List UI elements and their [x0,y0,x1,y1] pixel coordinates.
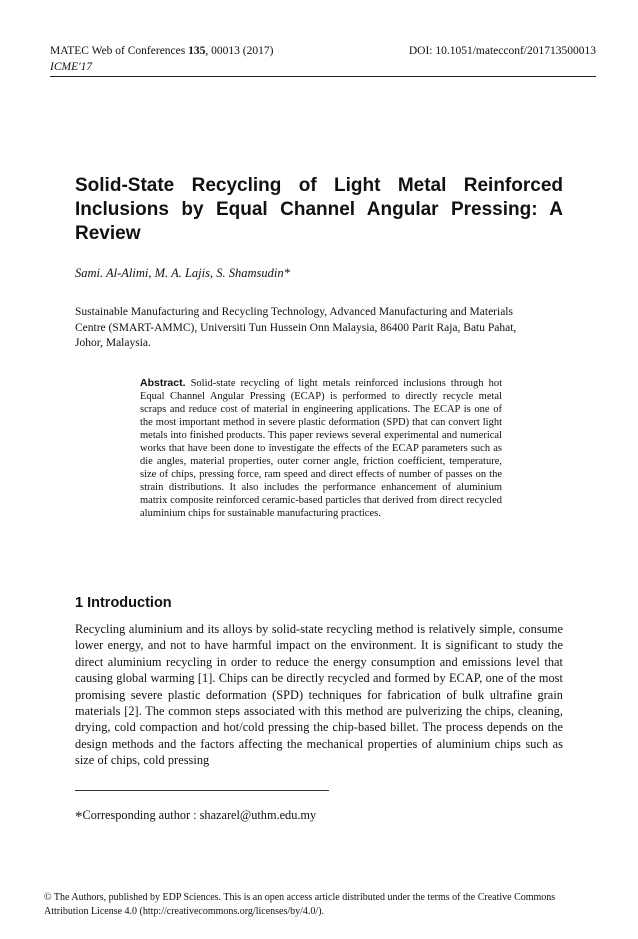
section-heading: 1 Introduction [75,595,172,611]
abstract-text: Solid-state recycling of light metals reinforced inclusions through hot Equal Channel Angular Pressing (ECAP) is performed to directly recycle metal scraps and reduce cost of material in engineering applications. The ECAP is one of the most important method in severe plastic deformation (SPD) that can convert light metals into finished products. This paper reviews several experimental and numerical works that have been done to investigate the effects of the ECAP parameters such as die angles, material properties, outer corner angle, friction coefficient, temperature, size of chips, pressing force, ram speed and direct effects of number of passes on the strain distributions. It also includes the performance enhancement of aluminium matrix composite reinforced ceramic-based particles that derived from direct recycled aluminium chips for sustainable manufacturing practices. [140,378,503,519]
paper-title: Solid-State Recycling of Light Metal Reinforced Inclusions by Equal Channel Angular Pressing: A Review [75,175,563,244]
footnote-text: Corresponding author : shazarel@uthm.edu.my [82,808,317,822]
footnote [75,808,316,826]
volume-number: 135 [188,45,206,57]
header-row [50,43,596,59]
article-number: , 00013 (2017) [205,45,274,57]
header-rule [50,76,596,77]
footnote-rule [75,790,329,791]
conference-name: ICME'17 [50,61,93,73]
footnote-marker: * [75,809,83,825]
abstract-label: Abstract. [140,377,186,389]
author-list: Sami. Al-Alimi, M. A. Lajis, S. Shamsudin* [75,266,290,280]
license-notice: © The Authors, published by EDP Sciences. This is an open access article distributed under the terms of the Creative Commons Attribution License 4.0 (http://creativecommons.org/licenses/by/4.0/). [44,892,556,917]
doi: DOI: 10.1051/matecconf/201713500013 [408,45,596,57]
journal-name: MATEC Web of Conferences [50,45,189,57]
abstract [140,377,502,520]
affiliation: Sustainable Manufacturing and Recycling Technology, Advanced Manufacturing and Materials Centre (SMART-AMMC), Universiti Tun Hussein Onn Malaysia, 86400 Parit Raja, Batu Pahat, Johor, Malaysia. [75,306,517,349]
page-header [50,43,596,75]
intro-paragraph: Recycling aluminium and its alloys by solid-state recycling method is relatively simple, consume lower energy, and not to have harmful impact on the environment. It is significant to study the direct aluminium recycling in order to reduce the energy consumption and emissions level that causing global warming [1]. Chips can be directly recycled and formed by ECAP, one of the most promising severe plastic deformation (SPD) techniques for fabrication of bulk ultrafine grain materials [2]. The common steps associated with this method are pulverizing the chips, cleaning, drying, cold compaction and hot/cold pressing the chip-based billet. The process depends on the design methods and the factors affecting the mechanical properties of aluminium chips such as size of chips, cold pressing [75,622,563,768]
journal-citation [50,43,273,59]
